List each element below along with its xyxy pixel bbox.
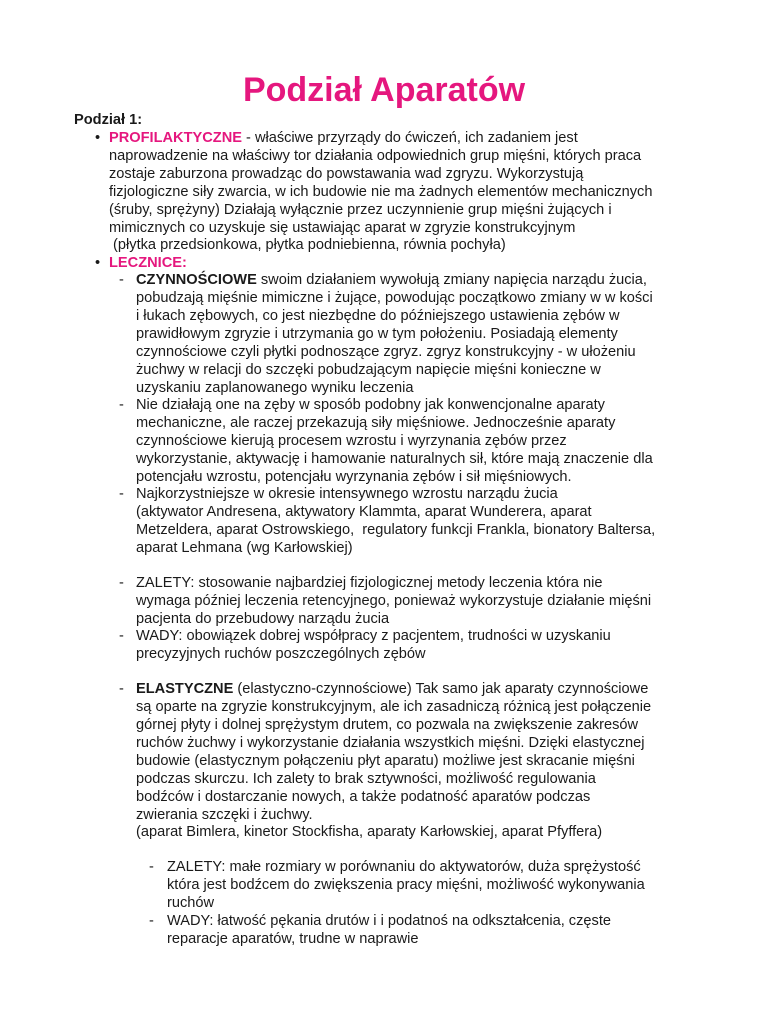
paragraph-line: (płytka przedsionkowa, płytka podniebienna, równia pochyła) xyxy=(109,237,506,253)
dash-marker: - xyxy=(119,397,124,413)
term-lecznice: LECZNICE: xyxy=(109,255,187,271)
paragraph-line: potencjału wzrostu, potencjału wyrzynania zębów i sił mięśniowych. xyxy=(136,469,572,485)
term-description: swoim działaniem wywołują zmiany napięcia narządu żucia, xyxy=(256,272,647,288)
term-czynnosciowe: CZYNNOŚCIOWE xyxy=(136,272,257,288)
paragraph-line: podczas skurczu. Ich zalety to brak sztywności, możliwość regulowania xyxy=(136,771,596,787)
paragraph-line: ruchów xyxy=(167,895,215,911)
term-description: - właściwe przyrządy do ćwiczeń, ich zadaniem jest xyxy=(241,130,578,146)
paragraph-line: żuchwy w relacji do szczęki pobudzającym napięcie mięśni konieczne w xyxy=(136,362,601,378)
paragraph-line xyxy=(136,272,647,290)
dash-marker: - xyxy=(119,681,124,697)
paragraph-line xyxy=(109,130,578,148)
paragraph-line: wykorzystanie, aktywację i hamowanie naturalnych sił, które mają znaczenie dla xyxy=(136,451,653,467)
paragraph-line: są oparte na zgryzie konstrukcyjnym, ale ich zasadniczą różnicą jest połączenie xyxy=(136,699,652,715)
paragraph-line: WADY: łatwość pękania drutów i i podatnoś na odkształcenia, częste xyxy=(167,913,611,929)
paragraph-line: czynnościowe kierują procesem wzrostu i wyrzynania zębów przez xyxy=(136,433,567,449)
paragraph-line: zostaje zaburzona prowadząc do powstawania wad zgryzu. Wykorzystują xyxy=(109,166,584,182)
page-title: Podział Aparatów xyxy=(242,71,526,109)
bullet-marker: • xyxy=(95,130,101,146)
paragraph-line: budowie (elastycznym połączeniu płyt aparatu) możliwe jest skracanie mięśni xyxy=(136,753,635,769)
paragraph-line: (aparat Bimlera, kinetor Stockfisha, aparaty Karłowskiej, aparat Pfyffera) xyxy=(136,824,603,840)
paragraph-line: prawidłowym zgryzie i utrzymania go w tym położeniu. Posiadają elementy xyxy=(136,326,618,342)
paragraph-line: ruchów żuchwy i wykorzystanie działania wszystkich mięśni. Dzięki elastycznej xyxy=(136,735,645,751)
term-elastyczne: ELASTYCZNE xyxy=(136,681,234,697)
paragraph-line: Metzeldera, aparat Ostrowskiego, regulatory funkcji Frankla, bionatory Baltersa, xyxy=(136,522,656,538)
dash-marker: - xyxy=(119,628,124,644)
paragraph-line: precyzyjnych ruchów poszczególnych zębów xyxy=(136,646,426,662)
term-description: (elastyczno-czynnościowe) Tak samo jak aparaty czynnościowe xyxy=(233,681,649,697)
paragraph-line: mimicznych co uzyskuje się ustawiając aparat w zgryzie konstrukcyjnym xyxy=(109,220,576,236)
paragraph-line: mechaniczne, ale raczej przekazują siły mięśniowe. Jednocześnie aparaty xyxy=(136,415,616,431)
paragraph-line: i łukach zębowych, co jest niezbędne do późniejszego ustawienia zębów w xyxy=(136,308,620,324)
paragraph-line: naprowadzenie na właściwy tor działania odpowiednich grup mięśni, których praca xyxy=(109,148,642,164)
paragraph-line: Nie działają one na zęby w sposób podobny jak konwencjonalne aparaty xyxy=(136,397,605,413)
paragraph-line xyxy=(136,681,648,699)
paragraph-line: czynnościowe czyli płytki podnoszące zgryz. zgryz konstrukcyjny - w ułożeniu xyxy=(136,344,636,360)
dash-marker: - xyxy=(119,575,124,591)
paragraph-line: ZALETY: stosowanie najbardziej fizjologicznej metody leczenia która nie xyxy=(136,575,603,591)
paragraph-line: aparat Lehmana (wg Karłowskiej) xyxy=(136,540,353,556)
paragraph-line: (śruby, sprężyny) Działają wyłącznie przez uczynnienie grup mięśni żujących i xyxy=(109,202,612,218)
paragraph-line: górnej płyty i dolnej sprężystym drutem, co pozwala na zwiększenie zakresów xyxy=(136,717,639,733)
dash-marker: - xyxy=(119,486,124,502)
dash-marker: - xyxy=(149,859,154,875)
bullet-marker: • xyxy=(95,255,101,271)
paragraph-line: pobudzają mięśnie mimiczne i żujące, powodując początkowo zmiany w w kości xyxy=(136,290,653,306)
paragraph-line: (aktywator Andresena, aktywatory Klammta, aparat Wunderera, aparat xyxy=(136,504,592,520)
paragraph-line: Najkorzystniejsze w okresie intensywnego wzrostu narządu żucia xyxy=(136,486,558,502)
paragraph-line: reparacje aparatów, trudne w naprawie xyxy=(167,931,419,947)
paragraph-line: wymaga później leczenia retencyjnego, ponieważ wykorzystuje działanie mięśni xyxy=(136,593,652,609)
paragraph-line: bodźców i dostarczanie nowych, a także podatność aparatów podczas xyxy=(136,789,591,805)
paragraph-line: uzyskaniu zaplanowanego wyniku leczenia xyxy=(136,380,414,396)
dash-marker: - xyxy=(149,913,154,929)
paragraph-line: pacjenta do przebudowy narządu żucia xyxy=(136,611,390,627)
dash-marker: - xyxy=(119,272,124,288)
paragraph-line: która jest bodźcem do zwiększenia pracy mięśni, możliwość wykonywania xyxy=(167,877,645,893)
term-profilaktyczne: PROFILAKTYCZNE xyxy=(109,130,242,146)
paragraph-line: WADY: obowiązek dobrej współpracy z pacjentem, trudności w uzyskaniu xyxy=(136,628,611,644)
paragraph-line: ZALETY: małe rozmiary w porównaniu do aktywatorów, duża sprężystość xyxy=(167,859,641,875)
paragraph-line: fizjologiczne siły zwarcia, w ich budowie nie ma żadnych elementów mechanicznych xyxy=(109,184,653,200)
paragraph-line: zwierania szczęki i żuchwy. xyxy=(136,807,313,823)
section-heading: Podział 1: xyxy=(74,112,143,128)
